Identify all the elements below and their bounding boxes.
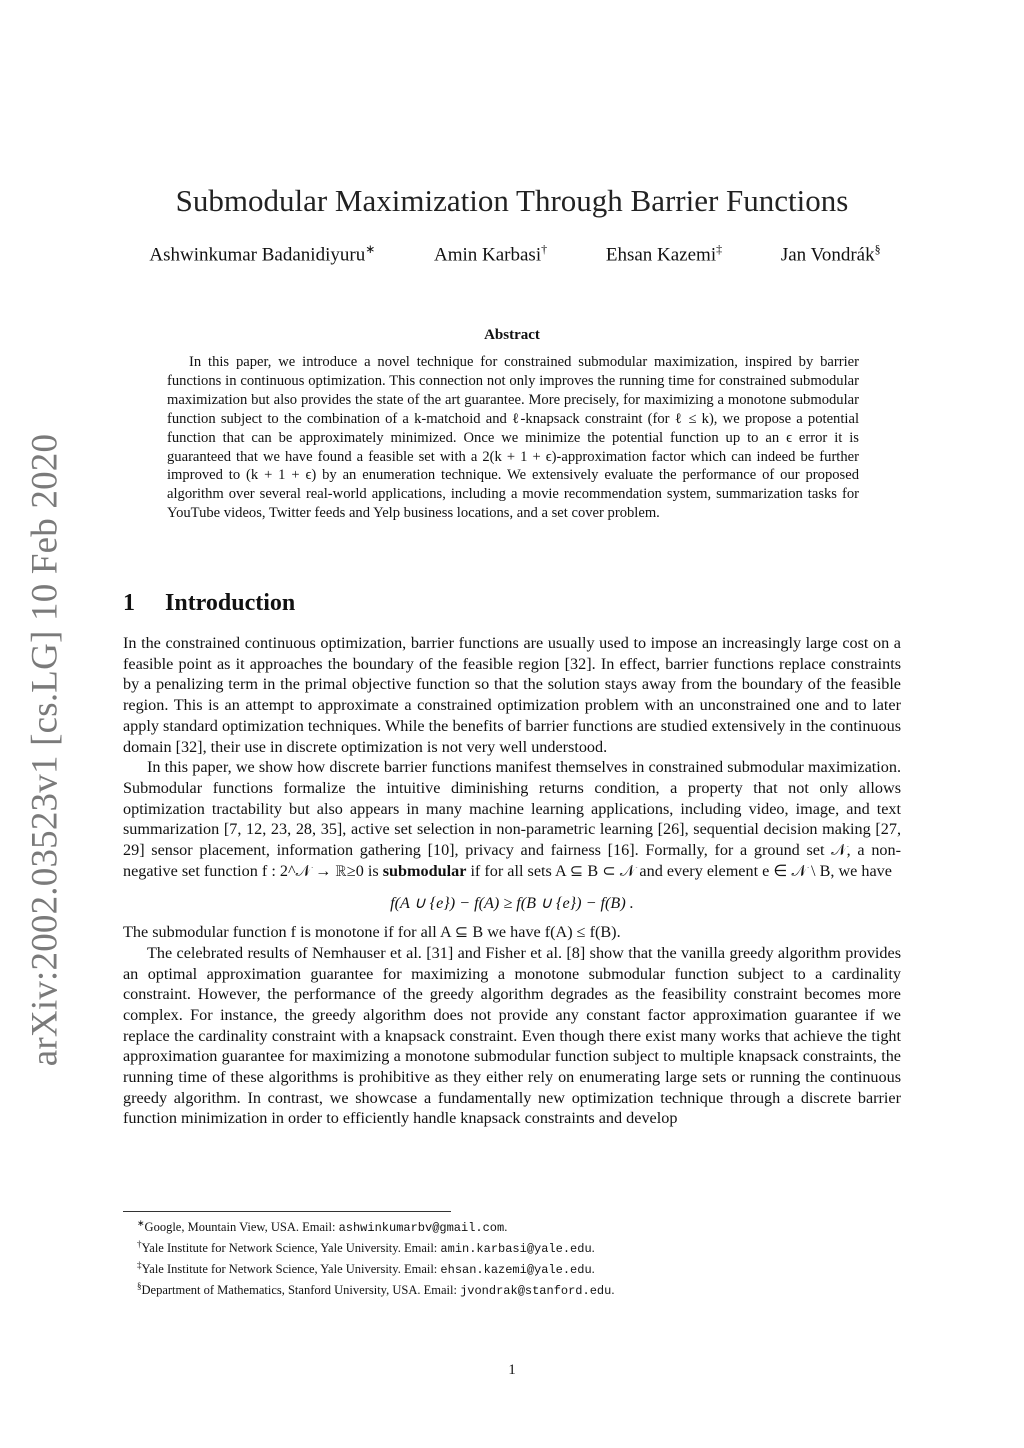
author-mark: † [541,242,548,256]
author [606,242,722,266]
footnote [123,1216,903,1237]
author [781,242,881,266]
author-mark: § [874,242,881,256]
author-mark: ‡ [716,242,723,256]
footnote-rule [123,1211,451,1212]
footnote-mark: ‡ [137,1259,142,1270]
footnote [123,1258,903,1279]
footnote-end: . [591,1262,595,1277]
abstract-text: In this paper, we introduce a novel technique for constrained submodular maximization, inspired by barrier functions in continuous optimization. This connection not only improves the running time for constrained submodular maximization but also provides the state of the art guarantee. More precisely, for maximizing a monotone submodular function subject to the combination of a k-matchoid and ℓ-knapsack constraint (for ℓ ≤ k), we propose a potential function that can be approximately minimized. Once we minimize the potential function up to an ϵ error it is guaranteed that we have found a feasible set with a 2(k + 1 + ϵ)-approximation factor which can indeed be further improved to (k + 1 + ϵ) by an enumeration technique. We extensively evaluate the performance of our proposed algorithm over several real-world applications, including a movie recommendation system, summarization tasks for YouTube videos, Twitter feeds and Yelp business locations, and a set cover problem. [167,354,859,522]
page-number: 1 [508,1362,516,1378]
bold-term: submodular [382,861,467,880]
section-heading [123,590,295,617]
section-title: Introduction [165,590,296,616]
author-name: Ashwinkumar Badanidiyuru [149,244,366,266]
footnote-email[interactable]: ehsan.kazemi@yale.edu [440,1263,592,1278]
section-number: 1 [123,590,135,616]
abstract-heading: Abstract [484,327,540,343]
author [149,242,375,266]
author-name: Amin Karbasi [433,244,542,266]
author-name: Jan Vondrák [780,244,875,266]
paragraph: In the constrained continuous optimization, barrier functions are usually used to impose an increasingly large cost on a feasible point as it approaches the boundary of the feasible region [32]. In effect, barrier functions replace constraints by a penalizing term in the primal objective function so that the solution stays away from the boundary of the feasible region. This is an attempt to approximate a constrained optimization problem with an unconstrained one and to later apply standard optimization techniques. While the benefits of barrier functions are studied extensively in the continuous domain [32], their use in discrete optimization is not very well understood. [123,634,901,756]
footnote-mark: § [137,1280,142,1291]
footnote-end: . [611,1283,615,1298]
footnote-email[interactable]: amin.karbasi@yale.edu [440,1242,592,1257]
paragraph-text: if for all sets A ⊆ B ⊂ 𝒩 and every element e ∈ 𝒩 \ B, we have [470,861,892,880]
author-mark: ∗ [365,242,376,256]
paragraph: The celebrated results of Nemhauser et al. [31] and Fisher et al. [8] show that the vanilla greedy algorithm provides an optimal approximation guarantee for maximizing a monotone submodular function subject to a cardinality constraint. However, the performance of the greedy algorithm degrades as the feasibility constraint becomes more complex. For instance, the greedy algorithm does not provide any constant factor approximation guarantee if we replace the cardinality constraint with a knapsack constraint. Even though there exist many works that achieve the tight approximation guarantee for maximizing a monotone submodular function subject to multiple knapsack constraints, the running time of these algorithms is prohibitive as they either rely on enumerating large sets or running the continuous greedy algorithm. In contrast, we showcase a fundamentally new optimization technique through a discrete barrier function minimization in order to efficiently handle knapsack constraints and develop [123,943,901,1128]
footnote [123,1237,903,1258]
footnote-mark: † [137,1238,142,1249]
author [434,242,547,266]
footnote-text: Department of Mathematics, Stanford University, USA. Email: [141,1283,461,1298]
paragraph [123,757,901,881]
footnote-end: . [591,1241,595,1256]
author-list [120,242,910,266]
footnote-email[interactable]: ashwinkumarbv@gmail.com [338,1221,505,1236]
arxiv-stamp [20,433,70,1067]
footnote-text: Google, Mountain View, USA. Email: [144,1220,339,1235]
footnote-mark: ∗ [137,1218,145,1228]
footnote-email[interactable]: jvondrak@stanford.edu [460,1284,612,1299]
footnotes [123,1216,903,1300]
paragraph-text: In this paper, we show how discrete barrier functions manifest themselves in constrained submodular maximization. Submodular functions formalize the intuitive diminishing returns condition, a property that not only allows optimization tractability but also appears in many machine learning applications, including video, image, and text summarization [7, 12, 23, 28, 35], active set selection in non-parametric learning [26], sequential decision making [27, 29] sensor placement, information gathering [10], privacy and fairness [16]. Formally, for a ground set 𝒩, a non-negative set function f : 2^𝒩 → ℝ≥0 is [123,758,901,880]
footnote-text: Yale Institute for Network Science, Yale University. Email: [141,1241,441,1256]
author-name: Ehsan Kazemi [605,244,717,266]
arxiv-stamp-text: arXiv:2002.03523v1 [cs.LG] 10 Feb 2020 [24,433,66,1067]
paragraph: The submodular function f is monotone if for all A ⊆ B we have f(A) ≤ f(B). [123,923,621,942]
paper-title: Submodular Maximization Through Barrier Functions [175,183,849,218]
footnote [123,1279,903,1300]
equation: f(A ∪ {e}) − f(A) ≥ f(B ∪ {e}) − f(B) . [390,894,634,913]
body-text [123,633,901,1129]
footnote-end: . [504,1220,508,1235]
footnote-text: Yale Institute for Network Science, Yale University. Email: [141,1262,441,1277]
